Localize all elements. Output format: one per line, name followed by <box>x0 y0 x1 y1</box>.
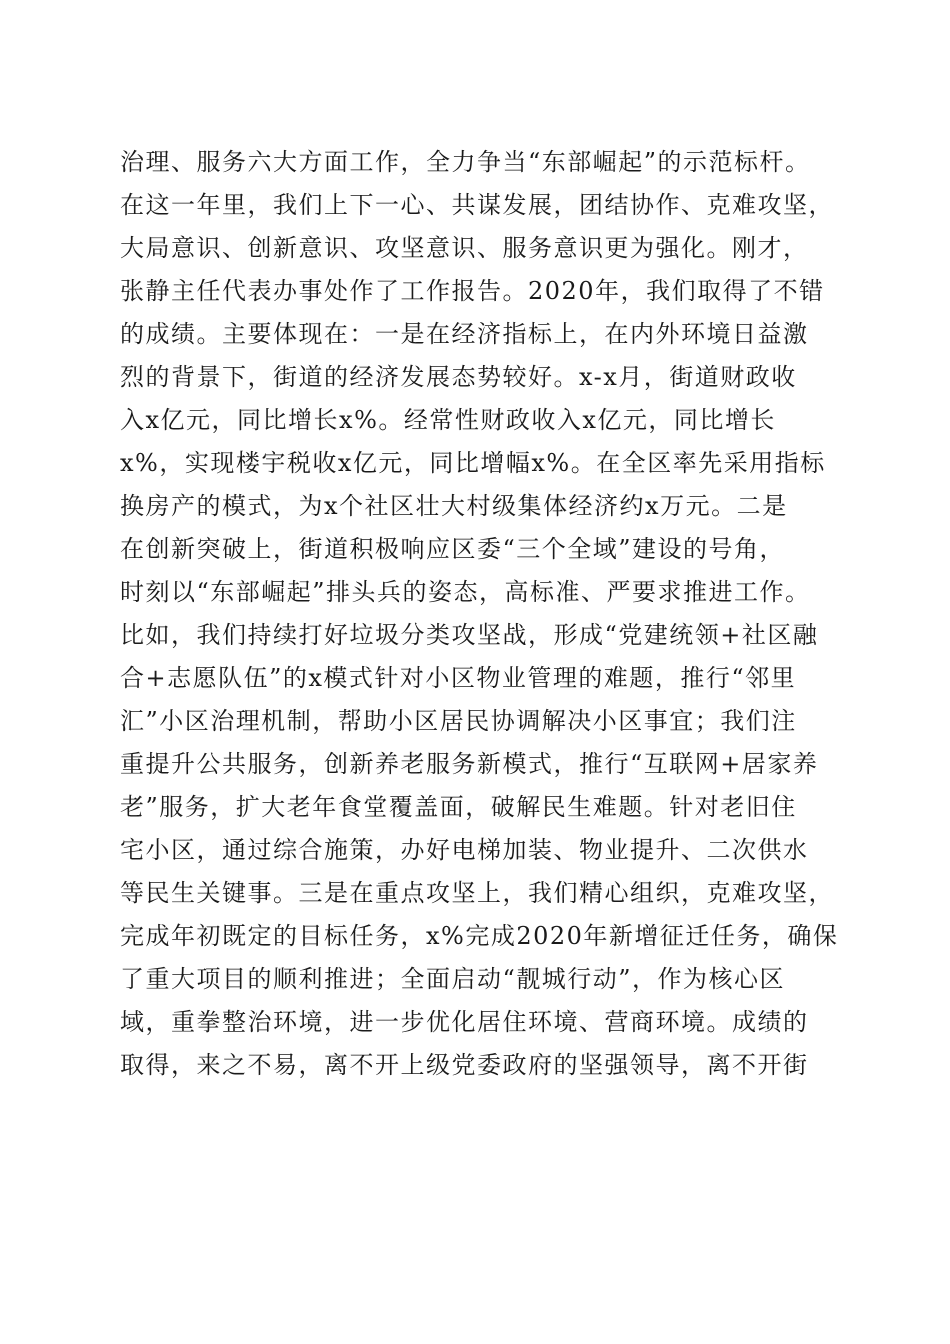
text-line: 治理、服务六大方面工作，全力争当“东部崛起”的示范标杆。 <box>120 148 811 176</box>
text-line: x%，实现楼宇税收x亿元，同比增幅x%。在全区率先采用指标 <box>120 449 826 477</box>
text-line: 的成绩。主要体现在：一是在经济指标上，在内外环境日益激 <box>120 320 809 348</box>
text-line: 等民生关键事。三是在重点攻坚上，我们精心组织，克难攻坚， <box>120 879 834 907</box>
text-line: 汇”小区治理机制，帮助小区居民协调解决小区事宜；我们注 <box>120 707 797 735</box>
text-line: 在创新突破上，街道积极响应区委“三个全域”建设的号角， <box>120 535 786 563</box>
text-line: 张静主任代表办事处作了工作报告。2020年，我们取得了不错 <box>120 277 825 305</box>
text-line: 老”服务，扩大老年食堂覆盖面，破解民生难题。针对老旧住 <box>120 793 797 821</box>
text-line: 取得，来之不易，离不开上级党委政府的坚强领导，离不开街 <box>120 1051 809 1079</box>
text-line: 入x亿元，同比增长x%。经常性财政收入x亿元，同比增长 <box>120 406 776 434</box>
text-line: 了重大项目的顺利推进；全面启动“靓城行动”，作为核心区 <box>120 965 786 993</box>
text-line: 比如，我们持续打好垃圾分类攻坚战，形成“党建统领+社区融 <box>120 621 819 649</box>
text-line: 大局意识、创新意识、攻坚意识、服务意识更为强化。刚才， <box>120 234 809 262</box>
text-line: 烈的背景下，街道的经济发展态势较好。x-x月，街道财政收 <box>120 363 797 391</box>
text-line: 宅小区，通过综合施策，办好电梯加装、物业提升、二次供水 <box>120 836 809 864</box>
text-line: 换房产的模式，为x个社区壮大村级集体经济约x万元。二是 <box>120 492 788 520</box>
text-line: 完成年初既定的目标任务，x%完成2020年新增征迁任务，确保 <box>120 922 839 950</box>
text-line: 域，重拳整治环境，进一步优化居住环境、营商环境。成绩的 <box>120 1008 809 1036</box>
text-line: 合+志愿队伍”的x模式针对小区物业管理的难题，推行“邻里 <box>120 664 797 692</box>
text-line: 重提升公共服务，创新养老服务新模式，推行“互联网+居家养 <box>120 750 819 778</box>
text-line: 时刻以“东部崛起”排头兵的姿态，高标准、严要求推进工作。 <box>120 578 811 606</box>
text-line: 在这一年里，我们上下一心、共谋发展，团结协作、克难攻坚， <box>120 191 834 219</box>
